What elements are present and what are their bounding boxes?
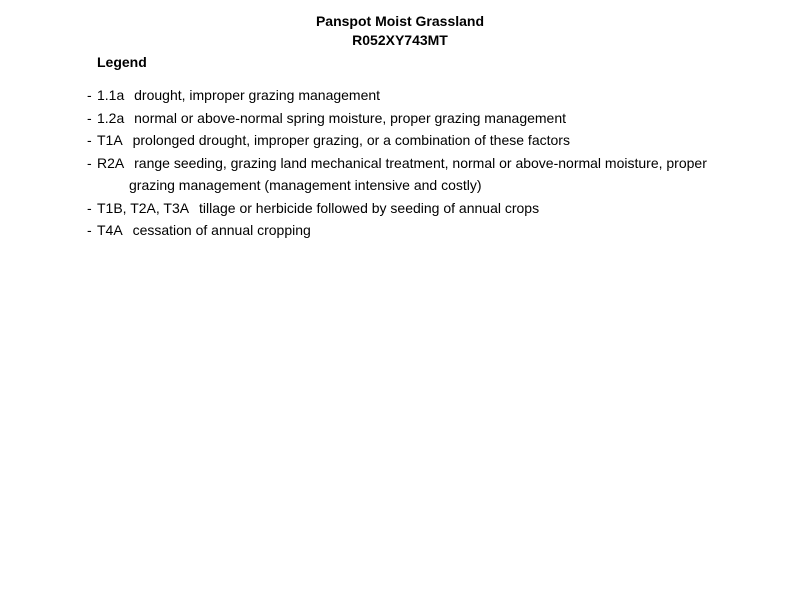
legend-item-text: tillage or herbicide followed by seeding of annual crops [198, 199, 540, 216]
legend-bullet: - [87, 87, 92, 103]
legend-item [87, 197, 747, 220]
legend-item-text: cessation of annual cropping [132, 222, 311, 238]
legend-item-text: drought, improper grazing management [134, 87, 381, 103]
legend-item-code: 1.2a [97, 109, 125, 126]
legend-item [87, 129, 747, 152]
legend-bullet: - [87, 199, 92, 216]
legend-item-text: prolonged drought, improper grazing, or a combination of these factors [132, 132, 570, 148]
page-subtitle: R052XY743MT [352, 32, 448, 48]
legend-item [87, 107, 747, 130]
legend-item-body [97, 107, 747, 130]
legend-item-code: R2A [97, 154, 125, 171]
legend-item-body [97, 152, 747, 197]
legend-item-text: range seeding, grazing land mechanical treatment, normal or above-normal moisture, proper grazing management (management intensive and costly) [129, 154, 707, 193]
legend-item-code: T4A [97, 222, 123, 238]
page-title: Panspot Moist Grassland [315, 13, 485, 29]
legend-heading: Legend [97, 54, 147, 70]
legend-item-code: T1A [97, 132, 123, 148]
legend-item-code: 1.1a [97, 87, 125, 103]
legend-bullet: - [87, 132, 92, 148]
legend-item [87, 84, 747, 107]
legend-item [87, 219, 747, 242]
legend-bullet: - [87, 154, 92, 171]
legend-item [87, 152, 747, 197]
legend-item-body [97, 197, 747, 220]
legend-item-text: normal or above-normal spring moisture, proper grazing management [134, 109, 567, 126]
title-block [0, 12, 800, 50]
legend-item-body [97, 129, 747, 152]
legend-bullet: - [87, 109, 92, 126]
legend-item-body [97, 84, 747, 107]
legend-item-body [97, 219, 747, 242]
legend-bullet: - [87, 222, 92, 238]
legend-item-code: T1B, T2A, T3A [97, 199, 190, 216]
legend-list [87, 84, 747, 242]
